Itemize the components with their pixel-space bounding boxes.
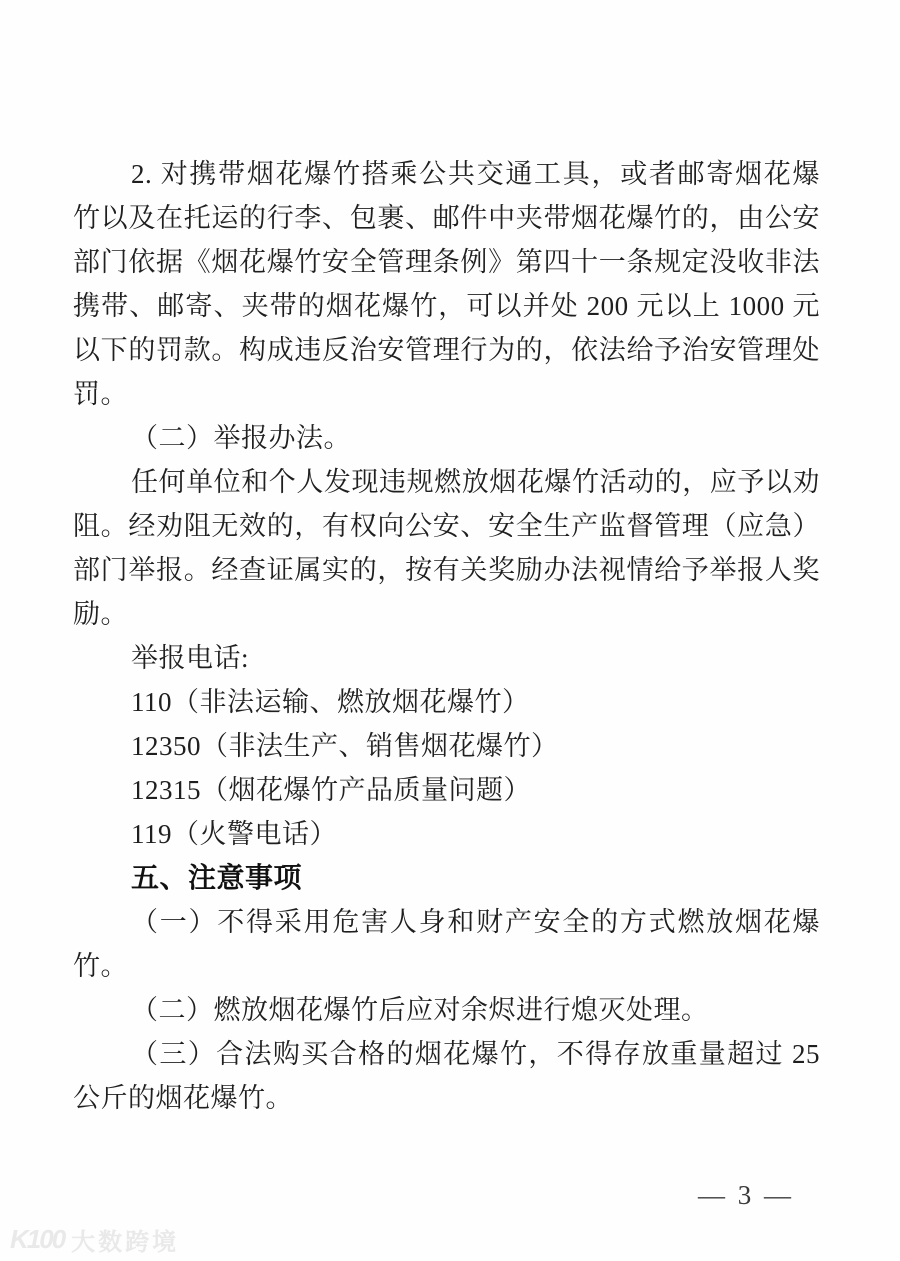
body-text [73,152,820,1120]
document-line: 举报电话: [131,643,250,673]
document-line: 119（火警电话） [131,819,337,849]
document-line: 以下的罚款。构成违反治安管理行为的，依法给予治安管理处 [73,335,820,365]
document-line: 部门依据《烟花爆竹安全管理条例》第四十一条规定没收非法 [73,247,820,277]
document-line: 阻。经劝阻无效的，有权向公安、安全生产监督管理（应急） [73,511,820,541]
watermark-brand-text: 大数跨境 [71,1229,180,1256]
document-line: 竹以及在托运的行李、包裹、邮件中夹带烟花爆竹的，由公安 [73,203,820,233]
document-line: （二）举报办法。 [131,423,351,453]
document-line: 公斤的烟花爆竹。 [73,1083,293,1113]
document-line: 12315（烟花爆竹产品质量问题） [131,775,531,805]
document-line: （一）不得采用危害人身和财产安全的方式燃放烟花爆 [131,907,820,937]
document-line: 罚。 [73,379,128,409]
document-line: 部门举报。经查证属实的，按有关奖励办法视情给予举报人奖 [73,555,820,585]
document-line: （二）燃放烟花爆竹后应对余烬进行熄灭处理。 [131,995,709,1025]
watermark [10,1222,179,1257]
document-line: （三）合法购买合格的烟花爆竹，不得存放重量超过 25 [131,1039,820,1069]
document-line: 励。 [73,599,128,629]
watermark-logo-icon: K100 [10,1224,65,1254]
document-line: 任何单位和个人发现违规燃放烟花爆竹活动的，应予以劝 [131,467,820,497]
section-heading: 五、注意事项 [131,862,303,893]
document-line: 携带、邮寄、夹带的烟花爆竹，可以并处 200 元以上 1000 元 [73,291,820,321]
document-line: 竹。 [73,951,128,981]
document-line: 110（非法运输、燃放烟花爆竹） [131,687,530,717]
page-number: — 3 — [698,1180,794,1210]
document-line: 12350（非法生产、销售烟花爆竹） [131,731,559,761]
document-line: 2. 对携带烟花爆竹搭乘公共交通工具，或者邮寄烟花爆 [131,159,820,189]
